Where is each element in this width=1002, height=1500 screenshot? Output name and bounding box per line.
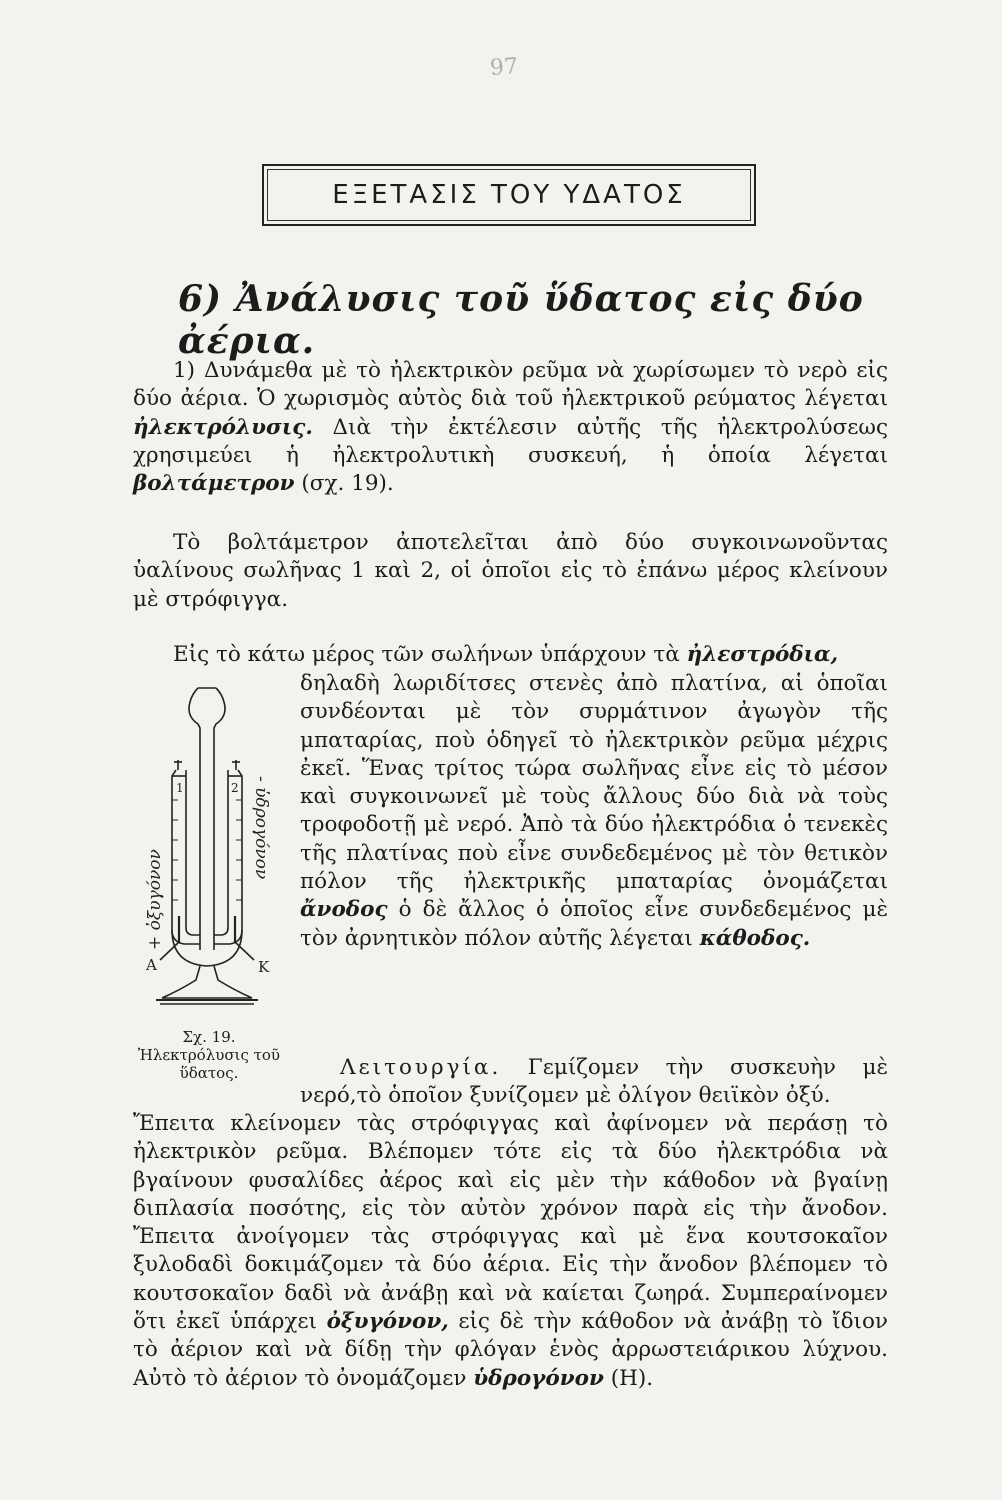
- text: δηλαδὴ λωριδίτσες στενὲς ἀπὸ πλατίνα, αἱ ὁποῖαι συνδέονται μὲ τὸν συρμάτινον ἀγωγὸν τῆς μπαταρίας, ποὺ ὁδηγεῖ τὸ ἠλεκτρικὸν ρεῦμα μέχρις ἐκεῖ. Ἕνας τρίτος τώρα σωλῆνας εἶνε εἰς τὸ μέσον καὶ συγκοινωνεῖ μὲ τοὺς ἄλλους δύο διὰ νὰ τοὺς τροφοδοτῇ μὲ νερό. Ἀπὸ τὰ δύο ἠλεκτρόδια ὁ τενεκὲς τῆς πλατίνας ποὺ εἶνε συνδεδεμένος μὲ τὸν θετικὸν πόλον τῆς ἠλεκτρικῆς μπαταρίας ὀνομάζεται: [300, 671, 888, 895]
- paragraph-electrolysis-intro: [133, 357, 888, 498]
- text: (σχ. 19).: [294, 471, 394, 497]
- figure-label-hydrogen: - ὑδρογόνον: [251, 776, 271, 880]
- term-electrodes: ἠλεστρόδια,: [686, 642, 839, 667]
- paragraph-operation-body: [133, 1110, 888, 1393]
- text: Διὰ τὴν ἐκτέλεσιν αὐτῆς τῆς ἠλεκτρολύσεως χρησιμεύει ἡ ἠλεκτρολυτικὴ συσκευή, ἡ ὁποία λέγεται: [133, 414, 888, 468]
- text: 1) Δυνάμεθα μὲ τὸ ἠλεκτρικὸν ρεῦμα νὰ χωρίσωμεν τὸ νερὸ εἰς δύο ἀέρια. Ὁ χωρισμὸς αὐτὸς διὰ τοῦ ἠλεκτρικοῦ ρεύματος λέγεται: [133, 358, 888, 412]
- reservoir-bulb-right: [214, 688, 225, 950]
- paragraph-voltameter-description: [133, 529, 888, 614]
- figure-caption: Σχ. 19. Ἠλεκτρόλυσις τοῦ ὕδατος.: [137, 1028, 281, 1082]
- figure-label-tube-1: 1: [176, 781, 184, 795]
- term-hydrogen: ὑδρογόνον: [473, 1365, 604, 1391]
- voltameter-figure: [120, 680, 295, 1020]
- text: Ἔπειτα κλείνομεν τὰς στρόφιγγας καὶ ἀφίνομεν νὰ περάσῃ τὸ ἠλεκτρικὸν ρεῦμα. Βλέπομεν τότε εἰς τὰ δύο ἠλεκτρόδια νὰ βγαίνουν φυσαλίδες ἀέρος καὶ εἰς μὲν τὴν κάθοδον νὰ βγαίνῃ διπλασία ποσότης, εἰς τὸν αὐτὸν χρόνον παρὰ εἰς τὴν ἄνοδον. Ἔπειτα ἀνοίγομεν τὰς στρόφιγγας καὶ μὲ ἕνα κουτσοκαῖον ξυλοδαδὶ δοκιμάζομεν τὰ δύο ἀέρια. Εἰς τὴν ἄνοδον βλέπομεν τὸ κουτσοκαῖον δαδὶ νὰ ἀνάβῃ καὶ νὰ καίεται ζωηρά. Συμπεραίνομεν ὅτι ἐκεῖ ὑπάρχει: [133, 1111, 888, 1335]
- paragraph-electrodes-first-line: [133, 641, 888, 669]
- figure-label-anode-a: A: [146, 956, 157, 974]
- reservoir-bulb: [189, 688, 200, 950]
- text: ὁ δὲ ἄλλος ὁ ὁποῖος εἶνε συνδεδεμένος μὲ τὸν ἀρνητικὸν πόλον αὐτῆς λέγεται: [300, 897, 888, 951]
- text: Γεμίζομεν τὴν συσκευὴν μὲ νερό,τὸ ὁποῖον ξυνίζομεν μὲ ὀλίγον θειϊκὸν ὀξύ.: [300, 1055, 888, 1109]
- section-title: 6) Ἀνάλυσις τοῦ ὕδατος εἰς δύο ἀέρια.: [178, 278, 864, 362]
- term-oxygen: ὀξυγόνον,: [326, 1309, 449, 1335]
- term-cathode: κάθοδος.: [699, 925, 811, 951]
- text: εἰς δὲ τὴν κάθοδον νὰ ἀνάβῃ τὸ ἴδιον τὸ ἀέριον καὶ νὰ δίδῃ τὴν φλόγαν ἑνὸς ἀρρωστειάρικου λύχνου. Αὐτὸ τὸ ἀέριον τὸ ὀνομάζομεν: [133, 1309, 888, 1391]
- text: Τὸ βολτάμετρον ἀποτελεῖται ἀπὸ δύο συγκοινωνοῦντας ὑαλίνους σωλῆνας 1 καὶ 2, οἱ ὁποῖοι εἰς τὸ ἐπάνω μέρος κλείνουν μὲ στρόφιγγα.: [133, 530, 888, 612]
- paragraph-electrodes-body: [300, 670, 888, 953]
- figure-label-tube-2: 2: [231, 781, 239, 795]
- figure-label-oxygen: + ὀξυγόνον: [145, 849, 165, 950]
- figure-label-cathode-k: K: [258, 958, 270, 976]
- term-voltameter: βολτάμετρον: [133, 471, 295, 497]
- section-header-title: ΕΞΕΤΑΣΙΣ ΤΟΥ ΥΔΑΤΟΣ: [332, 180, 686, 210]
- text: (Η).: [603, 1365, 654, 1391]
- term-operation: Λειτουργία.: [340, 1055, 502, 1080]
- section-header-box: [262, 164, 756, 226]
- text: Εἰς τὸ κάτω μέρος τῶν σωλήνων ὑπάρχουν τὰ: [173, 642, 687, 667]
- term-electrolysis: ἠλεκτρόλυσις.: [133, 414, 313, 440]
- term-anode: ἄνοδος: [300, 897, 388, 923]
- stand-base: [162, 966, 252, 998]
- page-number: 97: [489, 54, 519, 81]
- paragraph-operation-first-lines: [300, 1054, 888, 1111]
